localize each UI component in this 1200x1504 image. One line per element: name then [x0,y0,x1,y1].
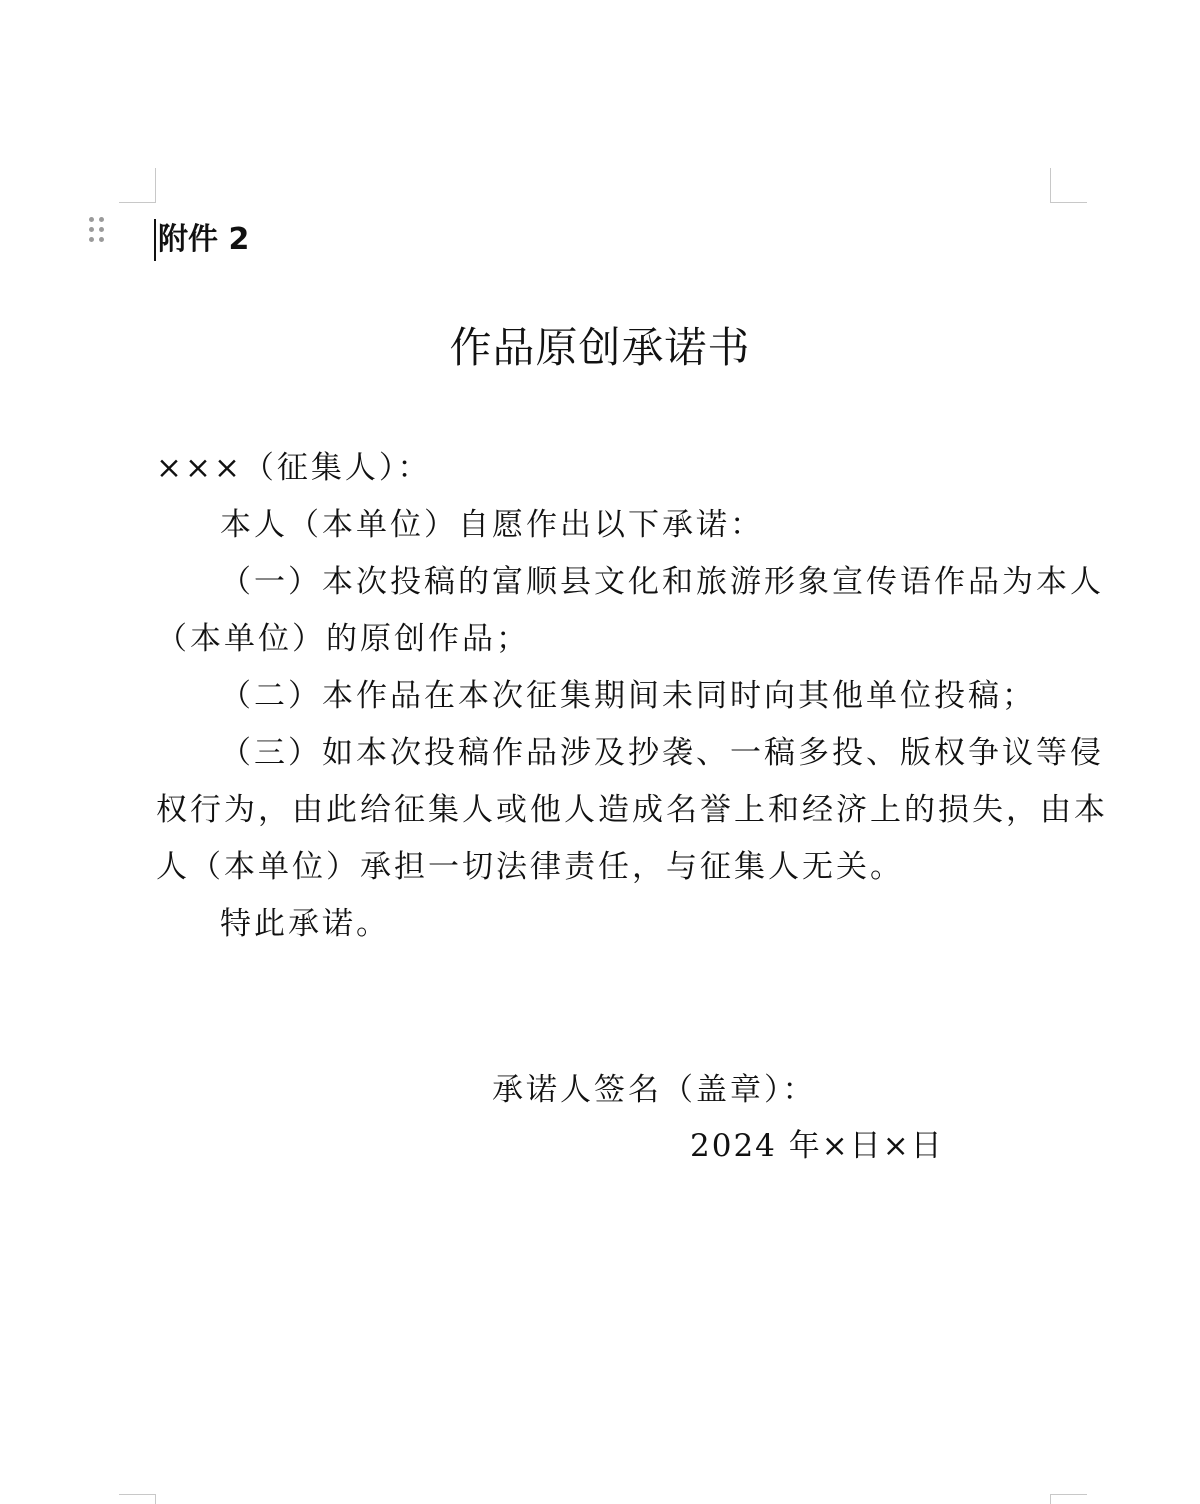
crop-mark-top-right [1050,168,1051,203]
crop-mark-bottom-right [1050,1494,1087,1495]
commitment-2-line-1: （二）本作品在本次征集期间未同时向其他单位投稿； [220,678,1036,714]
document-title[interactable]: 作品原创承诺书 [449,323,751,372]
text-cursor [154,219,156,261]
crop-mark-top-right [1050,202,1087,203]
closing-line: 特此承诺。 [220,906,390,942]
salutation: ×××（征集人）： [156,450,432,486]
crop-mark-top-left [155,168,156,203]
crop-mark-bottom-right [1050,1494,1051,1504]
commitment-1-line-1: （一）本次投稿的富顺县文化和旅游形象宣传语作品为本人 [220,564,1104,600]
attachment-label[interactable]: 附件 2 [158,222,250,257]
commitment-3-line-2: 权行为，由此给征集人或他人造成名誉上和经济上的损失，由本 [156,792,1108,828]
crop-mark-top-left [119,202,156,203]
document-body[interactable] [156,440,1108,953]
commitment-3-line-1: （三）如本次投稿作品涉及抄袭、一稿多投、版权争议等侵 [220,735,1104,771]
crop-mark-bottom-left [119,1494,156,1495]
crop-mark-bottom-left [155,1494,156,1504]
drag-handle-icon[interactable] [88,216,106,244]
commitment-1-line-2: （本单位）的原创作品； [156,621,530,657]
signature-date: 2024 年×日×日 [690,1128,944,1164]
commitment-3-line-3: 人（本单位）承担一切法律责任，与征集人无关。 [156,849,904,885]
intro-paragraph: 本人（本单位）自愿作出以下承诺： [220,507,764,543]
signature-label: 承诺人签名（盖章）： [492,1072,817,1108]
